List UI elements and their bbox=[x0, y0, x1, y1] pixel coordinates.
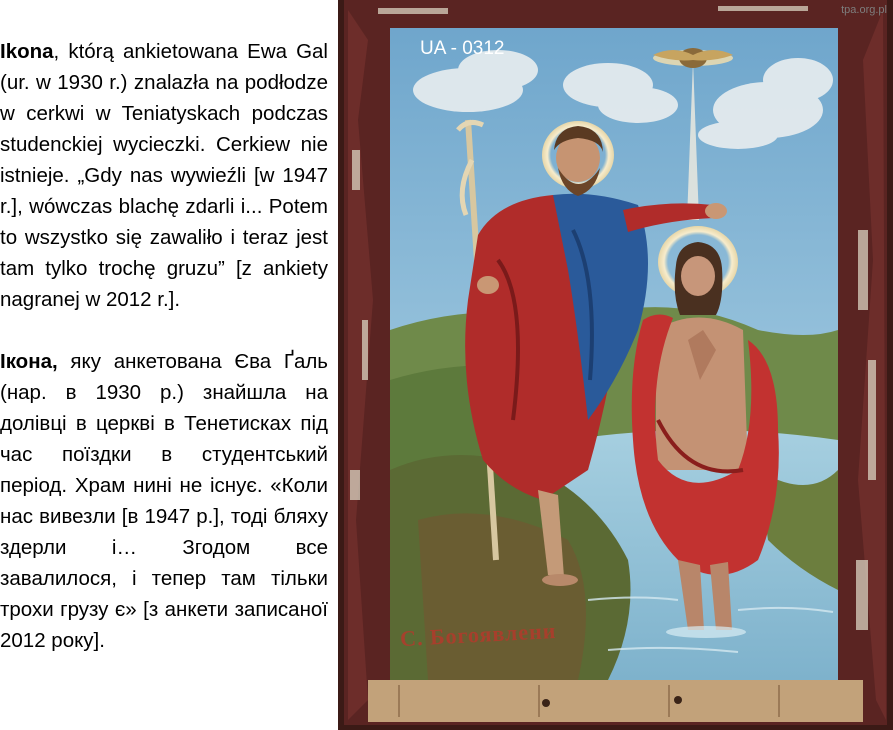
frame-bottom-board bbox=[368, 680, 863, 722]
nail bbox=[542, 699, 550, 707]
icon-painting bbox=[338, 0, 893, 730]
catalog-code-label: UA - 0312 bbox=[420, 38, 505, 59]
icon-inscription: С. Богоявлени bbox=[399, 617, 557, 652]
caption-column bbox=[0, 36, 328, 656]
caption-ukrainian-bold: Ікона, bbox=[0, 350, 58, 373]
caption-polish-text: , którą ankietowana Ewa Gal (ur. w 1930 r.) znalazła na podłodze w cerkwi w Teniatyskach podczas studenckiej wycieczki. Cerkiew nie istnieje. „Gdy nas wywieźli [w 1947 r.], wówczas blachę zdarli i... Potem to wszystko się zawaliło i teraz jest tam tylko trochę gruzu” [z ankiety nagranej w 2012 r.]. bbox=[0, 40, 328, 311]
caption-polish bbox=[0, 36, 328, 315]
caption-ukrainian-text: яку анкетована Єва Ґаль (нар. в 1930 р.) знайшла на долівці в церкві в Тенетисках під час поїздки в студентський період. Храм нині не існує. «Коли нас вивезли [в 1947 р.], тоді бляху здерли і… Згодом все завалилося, і тепер там тільки трохи грузу є» [з анкети записаної 2012 року]. bbox=[0, 350, 328, 652]
icon-photograph bbox=[338, 0, 893, 730]
nail bbox=[674, 696, 682, 704]
caption-polish-bold: Ikona bbox=[0, 40, 54, 63]
source-watermark: tpa.org.pl bbox=[841, 4, 887, 16]
caption-ukrainian bbox=[0, 346, 328, 656]
